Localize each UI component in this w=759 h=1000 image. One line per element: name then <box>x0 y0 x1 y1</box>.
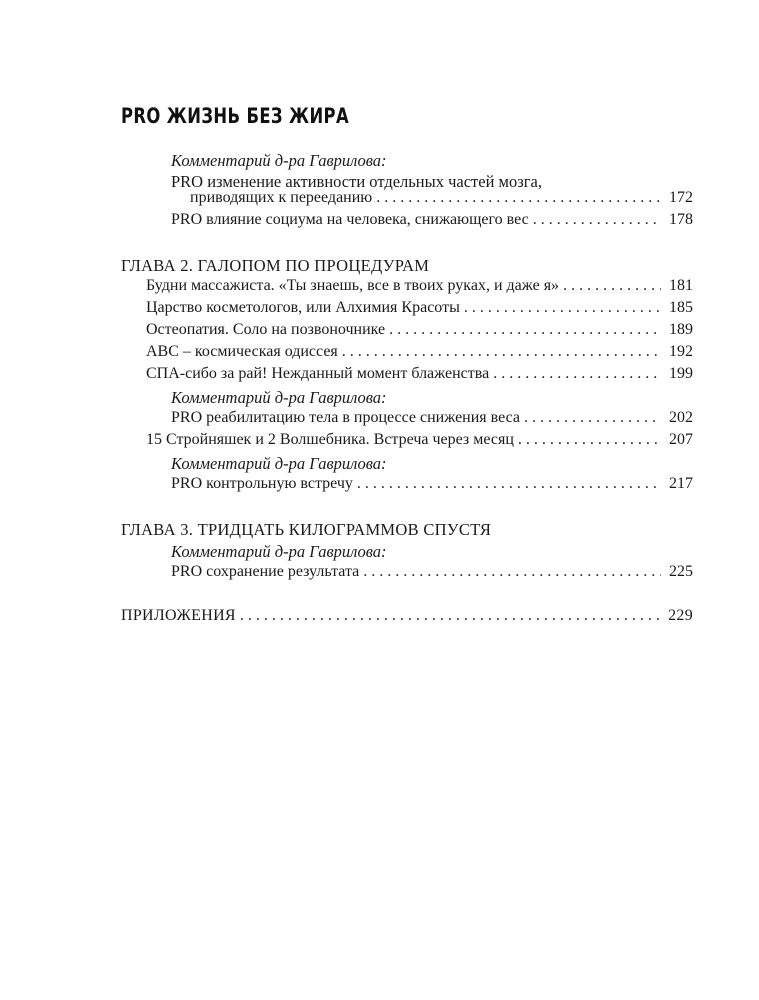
page-number: 229 <box>668 607 693 624</box>
leader-dots <box>376 189 661 207</box>
leader-dots <box>524 409 661 427</box>
chapter-title: ГЛАВА 2. ГАЛОПОМ ПО ПРОЦЕДУРАМ <box>121 256 430 275</box>
leader-dots <box>464 299 661 317</box>
toc-entry-text: СПА-сибо за рай! Нежданный момент блаженства <box>146 365 490 382</box>
toc-entry-text: АВС – космическая одиссея <box>146 343 338 360</box>
leader-dots <box>357 475 661 493</box>
page-number: 199 <box>669 365 693 382</box>
leader-dots <box>518 431 661 449</box>
leader-dots <box>493 365 661 383</box>
comment-heading: Комментарий д-ра Гаврилова: <box>171 151 387 170</box>
page-number: 185 <box>669 299 693 316</box>
section-title: PRO ЖИЗНЬ БЕЗ ЖИРА <box>121 104 350 128</box>
leader-dots <box>389 321 661 339</box>
toc-entry-line1: PRO изменение активности отдельных частей мозга, <box>171 172 542 191</box>
toc-entry <box>146 299 693 317</box>
page-number: 178 <box>669 211 693 228</box>
page-number: 181 <box>669 277 693 294</box>
toc-entry <box>171 475 693 493</box>
toc-entry <box>146 277 693 295</box>
page-number: 192 <box>669 343 693 360</box>
page-number: 217 <box>669 475 693 492</box>
toc-entry-text: PRO влияние социума на человека, снижающего вес <box>171 211 529 228</box>
leader-dots <box>563 277 661 295</box>
leader-dots <box>533 211 661 229</box>
toc-entry-text: PRO реабилитацию тела в процессе снижения веса <box>171 409 521 426</box>
toc-entry-text: 15 Стройняшек и 2 Волшебника. Встреча через месяц <box>146 431 514 448</box>
leader-dots <box>363 563 661 581</box>
toc-entry <box>146 431 693 449</box>
page-number: 172 <box>669 189 693 206</box>
toc-entry-text: PRO контрольную встречу <box>171 475 353 492</box>
toc-entry <box>146 321 693 339</box>
comment-heading: Комментарий д-ра Гаврилова: <box>171 454 387 473</box>
toc-entry <box>146 365 693 383</box>
comment-heading: Комментарий д-ра Гаврилова: <box>171 542 387 561</box>
toc-entry-text: Царство косметологов, или Алхимия Красоты <box>146 299 460 316</box>
comment-heading: Комментарий д-ра Гаврилова: <box>171 388 387 407</box>
toc-entry-text: приводящих к перееданию <box>190 189 373 206</box>
page-number: 225 <box>669 563 693 580</box>
leader-dots <box>342 343 661 361</box>
toc-entry <box>146 343 693 361</box>
leader-dots <box>240 607 661 625</box>
page-number: 202 <box>669 409 693 426</box>
appendix-title: ПРИЛОЖЕНИЯ <box>121 607 236 624</box>
toc-entry-text: PRO сохранение результата <box>171 563 360 580</box>
toc-entry <box>171 563 693 581</box>
toc-entry-text: Остеопатия. Соло на позвоночнике <box>146 321 386 338</box>
page-number: 189 <box>669 321 693 338</box>
toc-entry <box>190 189 693 207</box>
toc-entry <box>121 607 693 625</box>
chapter-title: ГЛАВА 3. ТРИДЦАТЬ КИЛОГРАММОВ СПУСТЯ <box>121 520 492 539</box>
page-number: 207 <box>669 431 693 448</box>
toc-entry <box>171 409 693 427</box>
toc-entry <box>171 211 693 229</box>
toc-entry-text: Будни массажиста. «Ты знаешь, все в твоих руках, и даже я» <box>146 277 560 294</box>
